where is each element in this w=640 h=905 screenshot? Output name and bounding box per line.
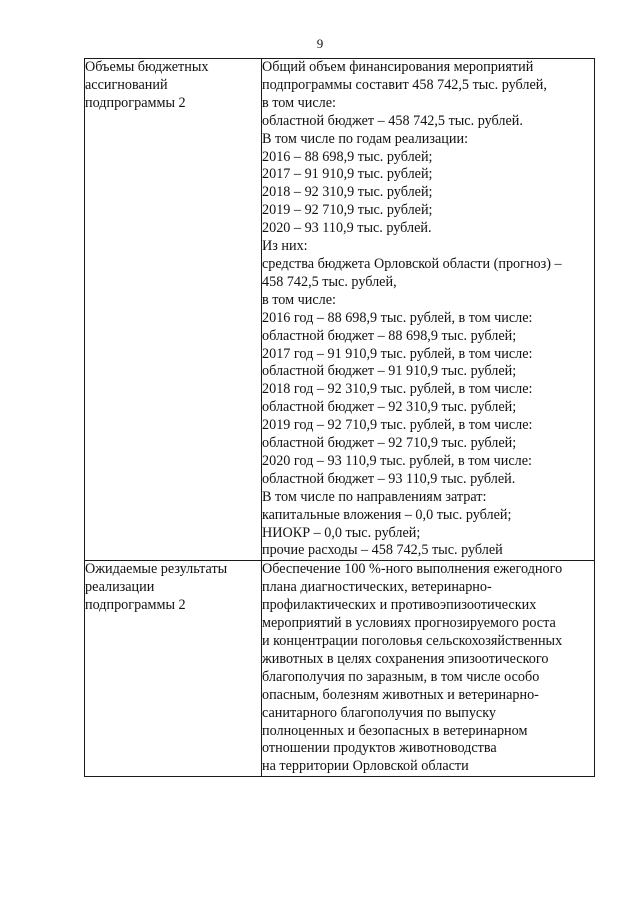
page-number: 9	[316, 36, 324, 51]
content-line: опасным, болезням животных и ветеринарно-	[262, 686, 539, 703]
content-line: областной бюджет – 93 110,9 тыс. рублей.	[262, 470, 516, 487]
results-label-cell	[85, 561, 262, 777]
table-row-results	[85, 561, 595, 777]
content-line: Из них:	[262, 238, 308, 255]
content-line: 2020 – 93 110,9 тыс. рублей.	[262, 220, 432, 237]
content-line: подпрограммы составит 458 742,5 тыс. рублей,	[262, 76, 547, 93]
content-line: 2016 – 88 698,9 тыс. рублей;	[262, 148, 433, 165]
label-line: реализации	[85, 579, 155, 596]
label-line: ассигнований	[85, 76, 168, 93]
content-line: плана диагностических, ветеринарно-	[262, 579, 492, 596]
content-line: В том числе по направлениям затрат:	[262, 488, 487, 505]
content-line: 458 742,5 тыс. рублей,	[262, 273, 397, 290]
content-line: полноценных и безопасных в ветеринарном	[262, 722, 528, 739]
content-line: благополучия по заразным, в том числе особо	[262, 668, 540, 685]
content-line: профилактических и противоэпизоотических	[262, 597, 537, 614]
content-line: 2018 – 92 310,9 тыс. рублей;	[262, 184, 433, 201]
content-line: 2020 год – 93 110,9 тыс. рублей, в том числе:	[262, 452, 532, 469]
content-line: мероприятий в условиях прогнозируемого роста	[262, 615, 556, 632]
label-line: подпрограммы 2	[85, 597, 186, 614]
content-line: 2019 год – 92 710,9 тыс. рублей, в том числе:	[262, 417, 533, 434]
content-line: областной бюджет – 92 310,9 тыс. рублей;	[262, 399, 517, 416]
content-line: областной бюджет – 91 910,9 тыс. рублей;	[262, 363, 517, 380]
content-line: средства бюджета Орловской области (прогноз) –	[262, 255, 562, 272]
content-line: санитарного благополучия по выпуску	[262, 704, 497, 721]
content-line: капитальные вложения – 0,0 тыс. рублей;	[262, 506, 512, 523]
label-line: Объемы бюджетных	[85, 59, 209, 75]
subprogram-table	[84, 58, 595, 777]
content-line: областной бюджет – 88 698,9 тыс. рублей;	[262, 327, 517, 344]
content-line: Обеспечение 100 %-ного выполнения ежегодного	[262, 561, 563, 578]
content-line: в том числе:	[262, 94, 336, 111]
content-line: 2017 – 91 910,9 тыс. рублей;	[262, 166, 433, 183]
content-line: НИОКР – 0,0 тыс. рублей;	[262, 524, 421, 541]
content-line: в том числе:	[262, 291, 336, 308]
content-line: 2017 год – 91 910,9 тыс. рублей, в том числе:	[262, 345, 533, 362]
label-line: подпрограммы 2	[85, 94, 186, 111]
content-line: на территории Орловской области	[262, 758, 469, 775]
label-line: Ожидаемые результаты	[85, 561, 228, 578]
content-line: 2019 – 92 710,9 тыс. рублей;	[262, 202, 433, 219]
budget-label-cell	[85, 59, 262, 561]
content-line: 2018 год – 92 310,9 тыс. рублей, в том числе:	[262, 381, 533, 398]
content-line: и концентрации поголовья сельскохозяйственных	[262, 633, 563, 649]
content-line: животных в целях сохранения эпизоотического	[262, 650, 549, 667]
content-line: областной бюджет – 92 710,9 тыс. рублей;	[262, 435, 517, 452]
content-line: отношении продуктов животноводства	[262, 740, 497, 757]
table-row-budget	[85, 59, 595, 561]
content-line: прочие расходы – 458 742,5 тыс. рублей	[262, 542, 503, 559]
content-line: 2016 год – 88 698,9 тыс. рублей, в том числе:	[262, 309, 533, 326]
content-line: В том числе по годам реализации:	[262, 130, 469, 147]
budget-content-cell	[262, 59, 595, 561]
content-line: Общий объем финансирования мероприятий	[262, 59, 534, 75]
results-content-cell	[262, 561, 595, 777]
content-line: областной бюджет – 458 742,5 тыс. рублей.	[262, 112, 523, 129]
